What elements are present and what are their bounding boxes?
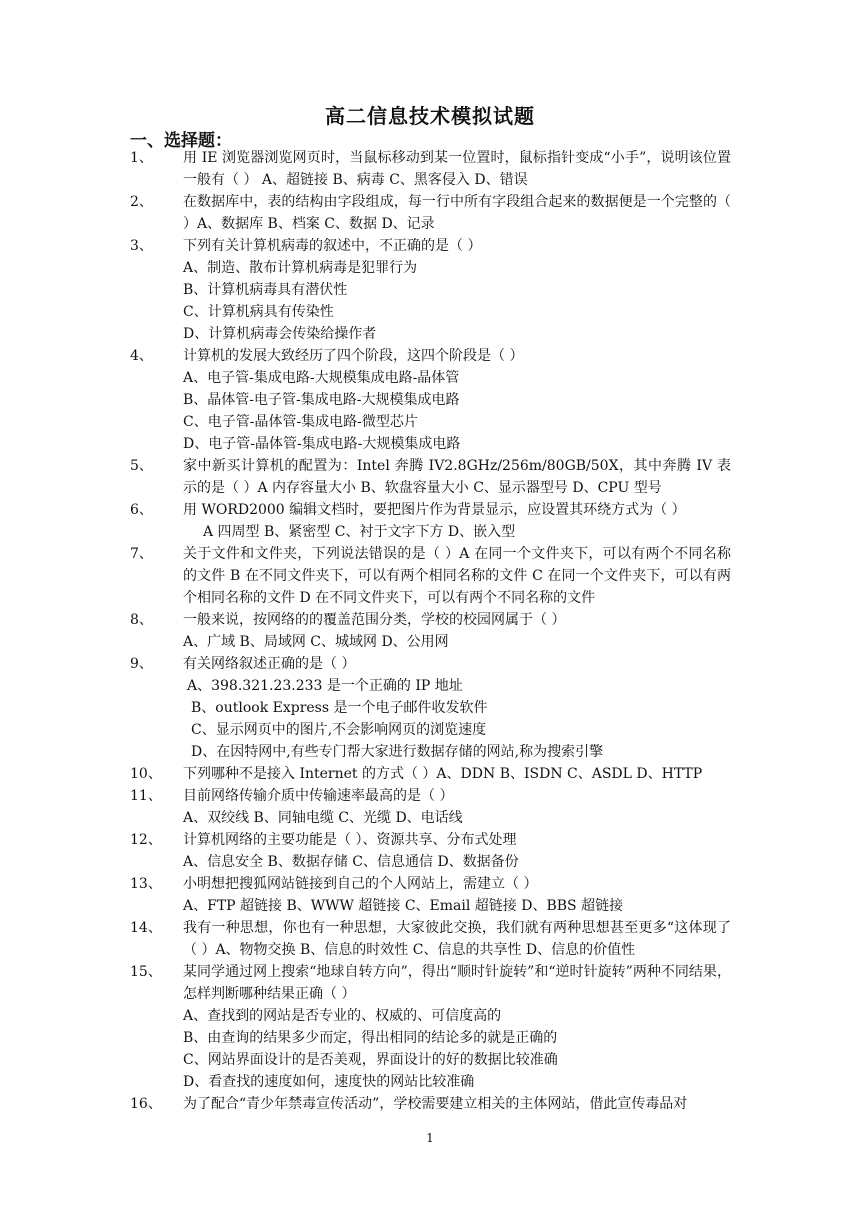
answer-option: A、制造、散布计算机病毒是犯罪行为 (183, 260, 418, 276)
answer-option: A、398.321.23.233 是一个正确的 IP 地址 (187, 678, 463, 694)
answer-option: D、看查找的速度如何，速度快的网站比较准确 (183, 1074, 475, 1090)
section-heading: 一、选择题： (130, 131, 232, 151)
question-body (183, 345, 731, 455)
answer-option: B、outlook Express 是一个电子邮件收发软件 (191, 700, 488, 716)
question-item (0, 653, 860, 763)
question-body (183, 829, 731, 873)
question-body (183, 873, 731, 917)
question-stem: 有关网络叙述正确的是（ ） (183, 656, 356, 672)
question-number: 12、 (130, 832, 162, 848)
question-stem: 在数据库中，表的结构由字段组成，每一行中所有字段组合起来的数据便是一个完整的（ ）A、数据库 B、档案 C、数据 D、记录 (183, 194, 731, 232)
answer-option: B、由查询的结果多少而定，得出相同的结论多的就是正确的 (183, 1030, 558, 1046)
answer-option: C、电子管-晶体管-集成电路-微型芯片 (183, 414, 418, 430)
answer-option: A、查找到的网站是否专业的、权威的、可信度高的 (183, 1008, 502, 1024)
question-item (0, 1093, 860, 1115)
question-number: 1、 (130, 150, 153, 166)
question-body (183, 147, 731, 191)
question-stem: 一般来说，按网络的的覆盖范围分类，学校的校园网属于（ ） (183, 612, 566, 628)
question-stem: 用 IE 浏览器浏览网页时，当鼠标移动到某一位置时，鼠标指针变成“小手”，说明该位置一般有（ ） A、超链接 B、病毒 C、黑客侵入 D、错误 (183, 150, 731, 188)
question-item (0, 609, 860, 653)
question-number: 14、 (130, 920, 162, 936)
answer-option: A 四周型 B、紧密型 C、衬于文字下方 D、嵌入型 (203, 524, 516, 540)
question-number: 6、 (130, 502, 153, 518)
question-item (0, 785, 860, 829)
question-number: 7、 (130, 546, 153, 562)
question-body (183, 191, 731, 235)
question-body (183, 499, 731, 543)
answer-option: A、FTP 超链接 B、WWW 超链接 C、Email 超链接 D、BBS 超链接 (183, 898, 624, 914)
question-item (0, 191, 860, 235)
answer-option: D、在因特网中,有些专门帮大家进行数据存储的网站,称为搜索引擎 (191, 744, 604, 760)
question-item (0, 917, 860, 961)
answer-option: A、广域 B、局域网 C、城域网 D、公用网 (183, 634, 449, 650)
question-item (0, 455, 860, 499)
question-body (183, 917, 731, 961)
question-stem: 为了配合“青少年禁毒宣传活动”，学校需要建立相关的主体网站，借此宣传毒品对 (183, 1096, 688, 1112)
question-stem: 计算机的发展大致经历了四个阶段，这四个阶段是（ ） (183, 348, 524, 364)
question-stem: 下列有关计算机病毒的叙述中，不正确的是（ ） (183, 238, 482, 254)
question-number: 2、 (130, 194, 153, 210)
question-item (0, 763, 860, 785)
question-number: 13、 (130, 876, 162, 892)
question-stem: 下列哪种不是接入 Internet 的方式（ ）A、DDN B、ISDN C、ASDL D、HTTP (183, 766, 703, 782)
question-number: 4、 (130, 348, 153, 364)
answer-option: D、计算机病毒会传染给操作者 (183, 326, 377, 342)
question-stem: 目前网络传输介质中传输速率最高的是（ ） (183, 788, 454, 804)
question-stem: 某同学通过网上搜索“地球自转方向”，得出“顺时针旋转”和“逆时针旋转”两种不同结果，怎样判断哪种结果正确（ ） (183, 964, 731, 1002)
question-body (183, 653, 731, 763)
question-number: 10、 (130, 766, 162, 782)
answer-option: B、计算机病毒具有潜伏性 (183, 282, 348, 298)
question-item (0, 829, 860, 873)
question-item (0, 147, 860, 191)
question-body (183, 455, 731, 499)
answer-option: D、电子管-晶体管-集成电路-大规模集成电路 (183, 436, 461, 452)
question-item (0, 961, 860, 1093)
question-list (0, 147, 860, 1115)
question-stem: 用 WORD2000 编辑文档时，要把图片作为背景显示，应设置其环绕方式为（ ） (183, 502, 686, 518)
question-number: 11、 (130, 788, 162, 804)
question-stem: 关于文件和文件夹，下列说法错误的是（ ）A 在同一个文件夹下，可以有两个不同名称的文件 B 在不同文件夹下，可以有两个相同名称的文件 C 在同一个文件夹下，可以有两个相同名称的文件 D 在不同文件夹下，可以有两个不同名称的文件 (183, 546, 731, 606)
question-number: 15、 (130, 964, 162, 980)
question-item (0, 345, 860, 455)
question-item (0, 543, 860, 609)
answer-option: C、网站界面设计的是否美观，界面设计的好的数据比较准确 (183, 1052, 558, 1068)
question-body (183, 235, 731, 345)
answer-option: B、晶体管-电子管-集成电路-大规模集成电路 (183, 392, 460, 408)
question-item (0, 235, 860, 345)
answer-option: C、计算机病具有传染性 (183, 304, 334, 320)
answer-option: A、双绞线 B、同轴电缆 C、光缆 D、电话线 (183, 810, 463, 826)
page-number: 1 (426, 1131, 434, 1145)
question-number: 5、 (130, 458, 153, 474)
question-body (183, 785, 731, 829)
question-body (183, 961, 731, 1093)
question-item (0, 499, 860, 543)
question-number: 3、 (130, 238, 153, 254)
question-body (183, 763, 731, 785)
question-stem: 家中新买计算机的配置为：Intel 奔腾 IV2.8GHz/256m/80GB/50X，其中奔腾 IV 表示的是（ ）A 内存容量大小 B、软盘容量大小 C、显示器型号 D、CPU 型号 (183, 458, 731, 496)
page-title: 高二信息技术模拟试题 (325, 104, 535, 128)
question-body (183, 1093, 731, 1115)
question-stem: 小明想把搜狐网站链接到自己的个人网站上，需建立（ ） (183, 876, 538, 892)
question-stem: 我有一种思想，你也有一种思想，大家彼此交换，我们就有两种思想甚至更多“这体现了（ ）A、物物交换 B、信息的时效性 C、信息的共享性 D、信息的价值性 (183, 920, 731, 958)
question-number: 16、 (130, 1096, 162, 1112)
question-number: 8、 (130, 612, 153, 628)
question-stem: 计算机网络的主要功能是（ ）、资源共享、分布式处理 (183, 832, 517, 848)
question-number: 9、 (130, 656, 153, 672)
question-body (183, 609, 731, 653)
answer-option: A、信息安全 B、数据存储 C、信息通信 D、数据备份 (183, 854, 519, 870)
question-item (0, 873, 860, 917)
question-body (183, 543, 731, 609)
answer-option: A、电子管-集成电路-大规模集成电路-晶体管 (183, 370, 460, 386)
answer-option: C、显示网页中的图片,不会影响网页的浏览速度 (191, 722, 487, 738)
